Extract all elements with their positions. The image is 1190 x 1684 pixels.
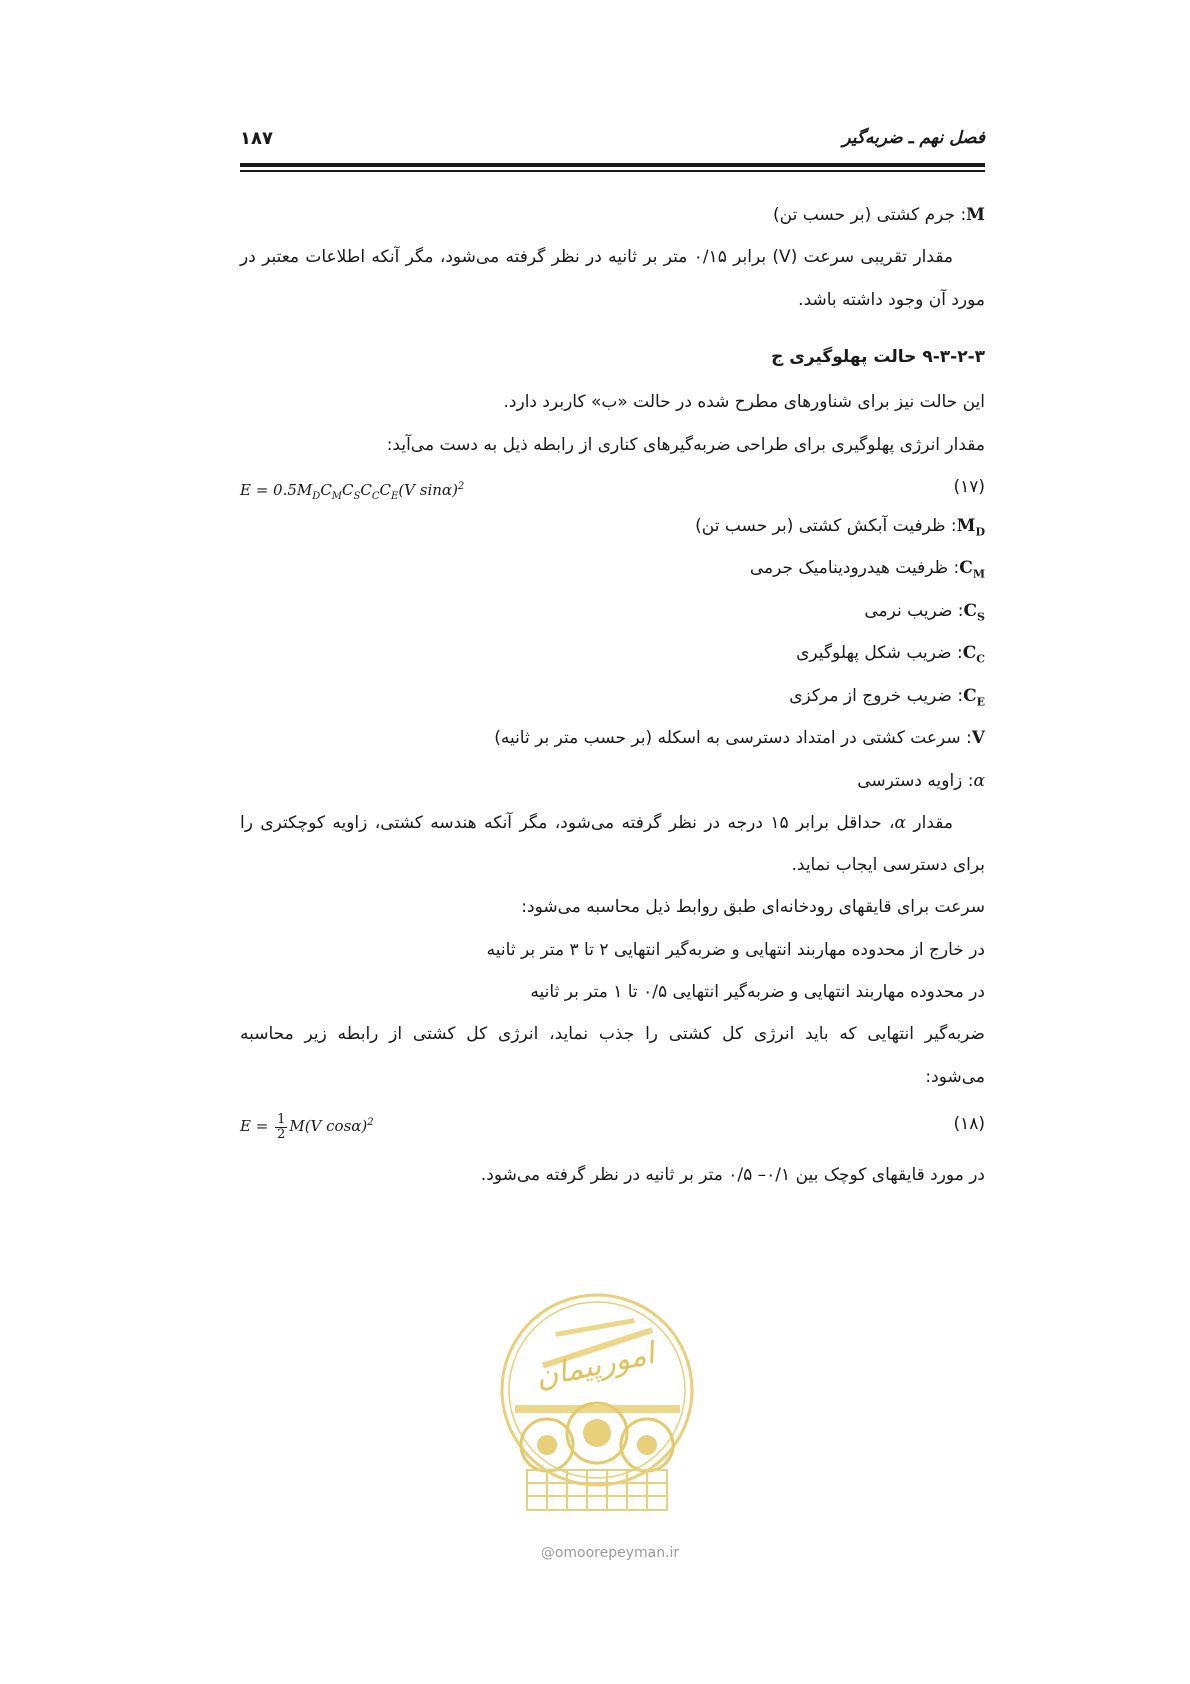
page-number: ۱۸۷ — [240, 128, 273, 149]
m-definition-text: : جرم کشتی (بر حسب تن) — [773, 205, 967, 225]
energy-paragraph: مقدار انرژی پهلوگیری برای طراحی ضربه‌گیرهای کناری از رابطه ذیل به دست می‌آید: — [386, 435, 985, 455]
watermark-logo — [495, 1285, 700, 1535]
definition-alpha: α: زاویه دسترسی — [857, 771, 985, 791]
definition-cc: $C_C$: ضریب شکل پهلوگیری — [796, 643, 985, 666]
m-symbol: M — [966, 205, 985, 225]
outside-paragraph: در خارج از محدوده مهاربند انتهایی و ضربه‌گیر انتهایی ۲ تا ۳ متر بر ثانیه — [486, 940, 985, 960]
definition-v: V: سرعت کشتی در امتداد دسترسی به اسکله (بر حسب متر بر ثانیه) — [494, 728, 985, 748]
river-paragraph: سرعت برای قایقهای رودخانه‌ای طبق روابط ذیل محاسبه می‌شود: — [521, 897, 985, 917]
definition-ce: $C_E$: ضریب خروج از مرکزی — [789, 686, 985, 709]
equation-17-number: (۱۷) — [953, 477, 985, 497]
equation-18 — [240, 1103, 985, 1147]
small-boats-paragraph: در مورد قایقهای کوچک بین ۰/۱– ۰/۵ متر بر ثانیه در نظر گرفته می‌شود. — [480, 1165, 985, 1185]
equation-17-formula: $E = 0.5M_DC_MC_SC_CC_E(V$ sinα)$^2$ — [240, 481, 465, 502]
header-rule-thin — [240, 170, 985, 172]
equation-18-formula: E = $\frac{1}{2}$ M(V cosα)$^2$ — [240, 1111, 374, 1142]
definition-cm: $C_M$: ظرفیت هیدرودینامیک جرمی — [749, 558, 985, 581]
speed-paragraph-line2: مورد آن وجود داشته باشد. — [798, 290, 985, 310]
header-rule-thick — [240, 163, 985, 167]
chapter-title: فصل نهم ـ ضربه‌گیر — [842, 128, 985, 148]
equation-18-number: (۱۸) — [953, 1114, 985, 1134]
alpha-paragraph-line2: برای دسترسی ایجاب نماید. — [791, 855, 985, 875]
end-fender-paragraph-line1: ضربه‌گیر انتهایی که باید انرژی کل کشتی را جذب نماید، انرژی کل کشتی از رابطه زیر محاسبه — [240, 1024, 985, 1044]
m-definition — [240, 200, 985, 230]
watermark-logo-text: امورپیمان — [532, 1336, 658, 1396]
speed-paragraph-line1: مقدار تقریبی سرعت (V) برابر ۰/۱۵ متر بر ثانیه در نظر گرفته می‌شود، مگر آنکه اطلاعات معتبر در — [240, 247, 954, 267]
end-fender-paragraph-line2: می‌شود: — [925, 1067, 985, 1087]
section-title: ۹-۳-۲-۳ حالت پهلوگیری ج — [771, 347, 985, 367]
watermark-caption: @omoorepeyman.ir — [540, 1545, 680, 1561]
definition-md: $M_D$: ظرفیت آبکش کشتی (بر حسب تن) — [695, 516, 985, 539]
definition-cs: $C_S$: ضریب نرمی — [864, 601, 985, 624]
case-paragraph: این حالت نیز برای شناورهای مطرح شده در حالت «ب» کاربرد دارد. — [503, 392, 985, 412]
alpha-paragraph-line1: مقدار α، حداقل برابر ۱۵ درجه در نظر گرفته می‌شود، مگر آنکه هندسه کشتی، زاویه کوچکتری را — [240, 813, 953, 833]
inside-paragraph: در محدوده مهاربند انتهایی و ضربه‌گیر انتهایی ۰/۵ تا ۱ متر بر ثانیه — [530, 982, 985, 1002]
page-header — [240, 128, 985, 158]
equation-17 — [240, 472, 985, 508]
